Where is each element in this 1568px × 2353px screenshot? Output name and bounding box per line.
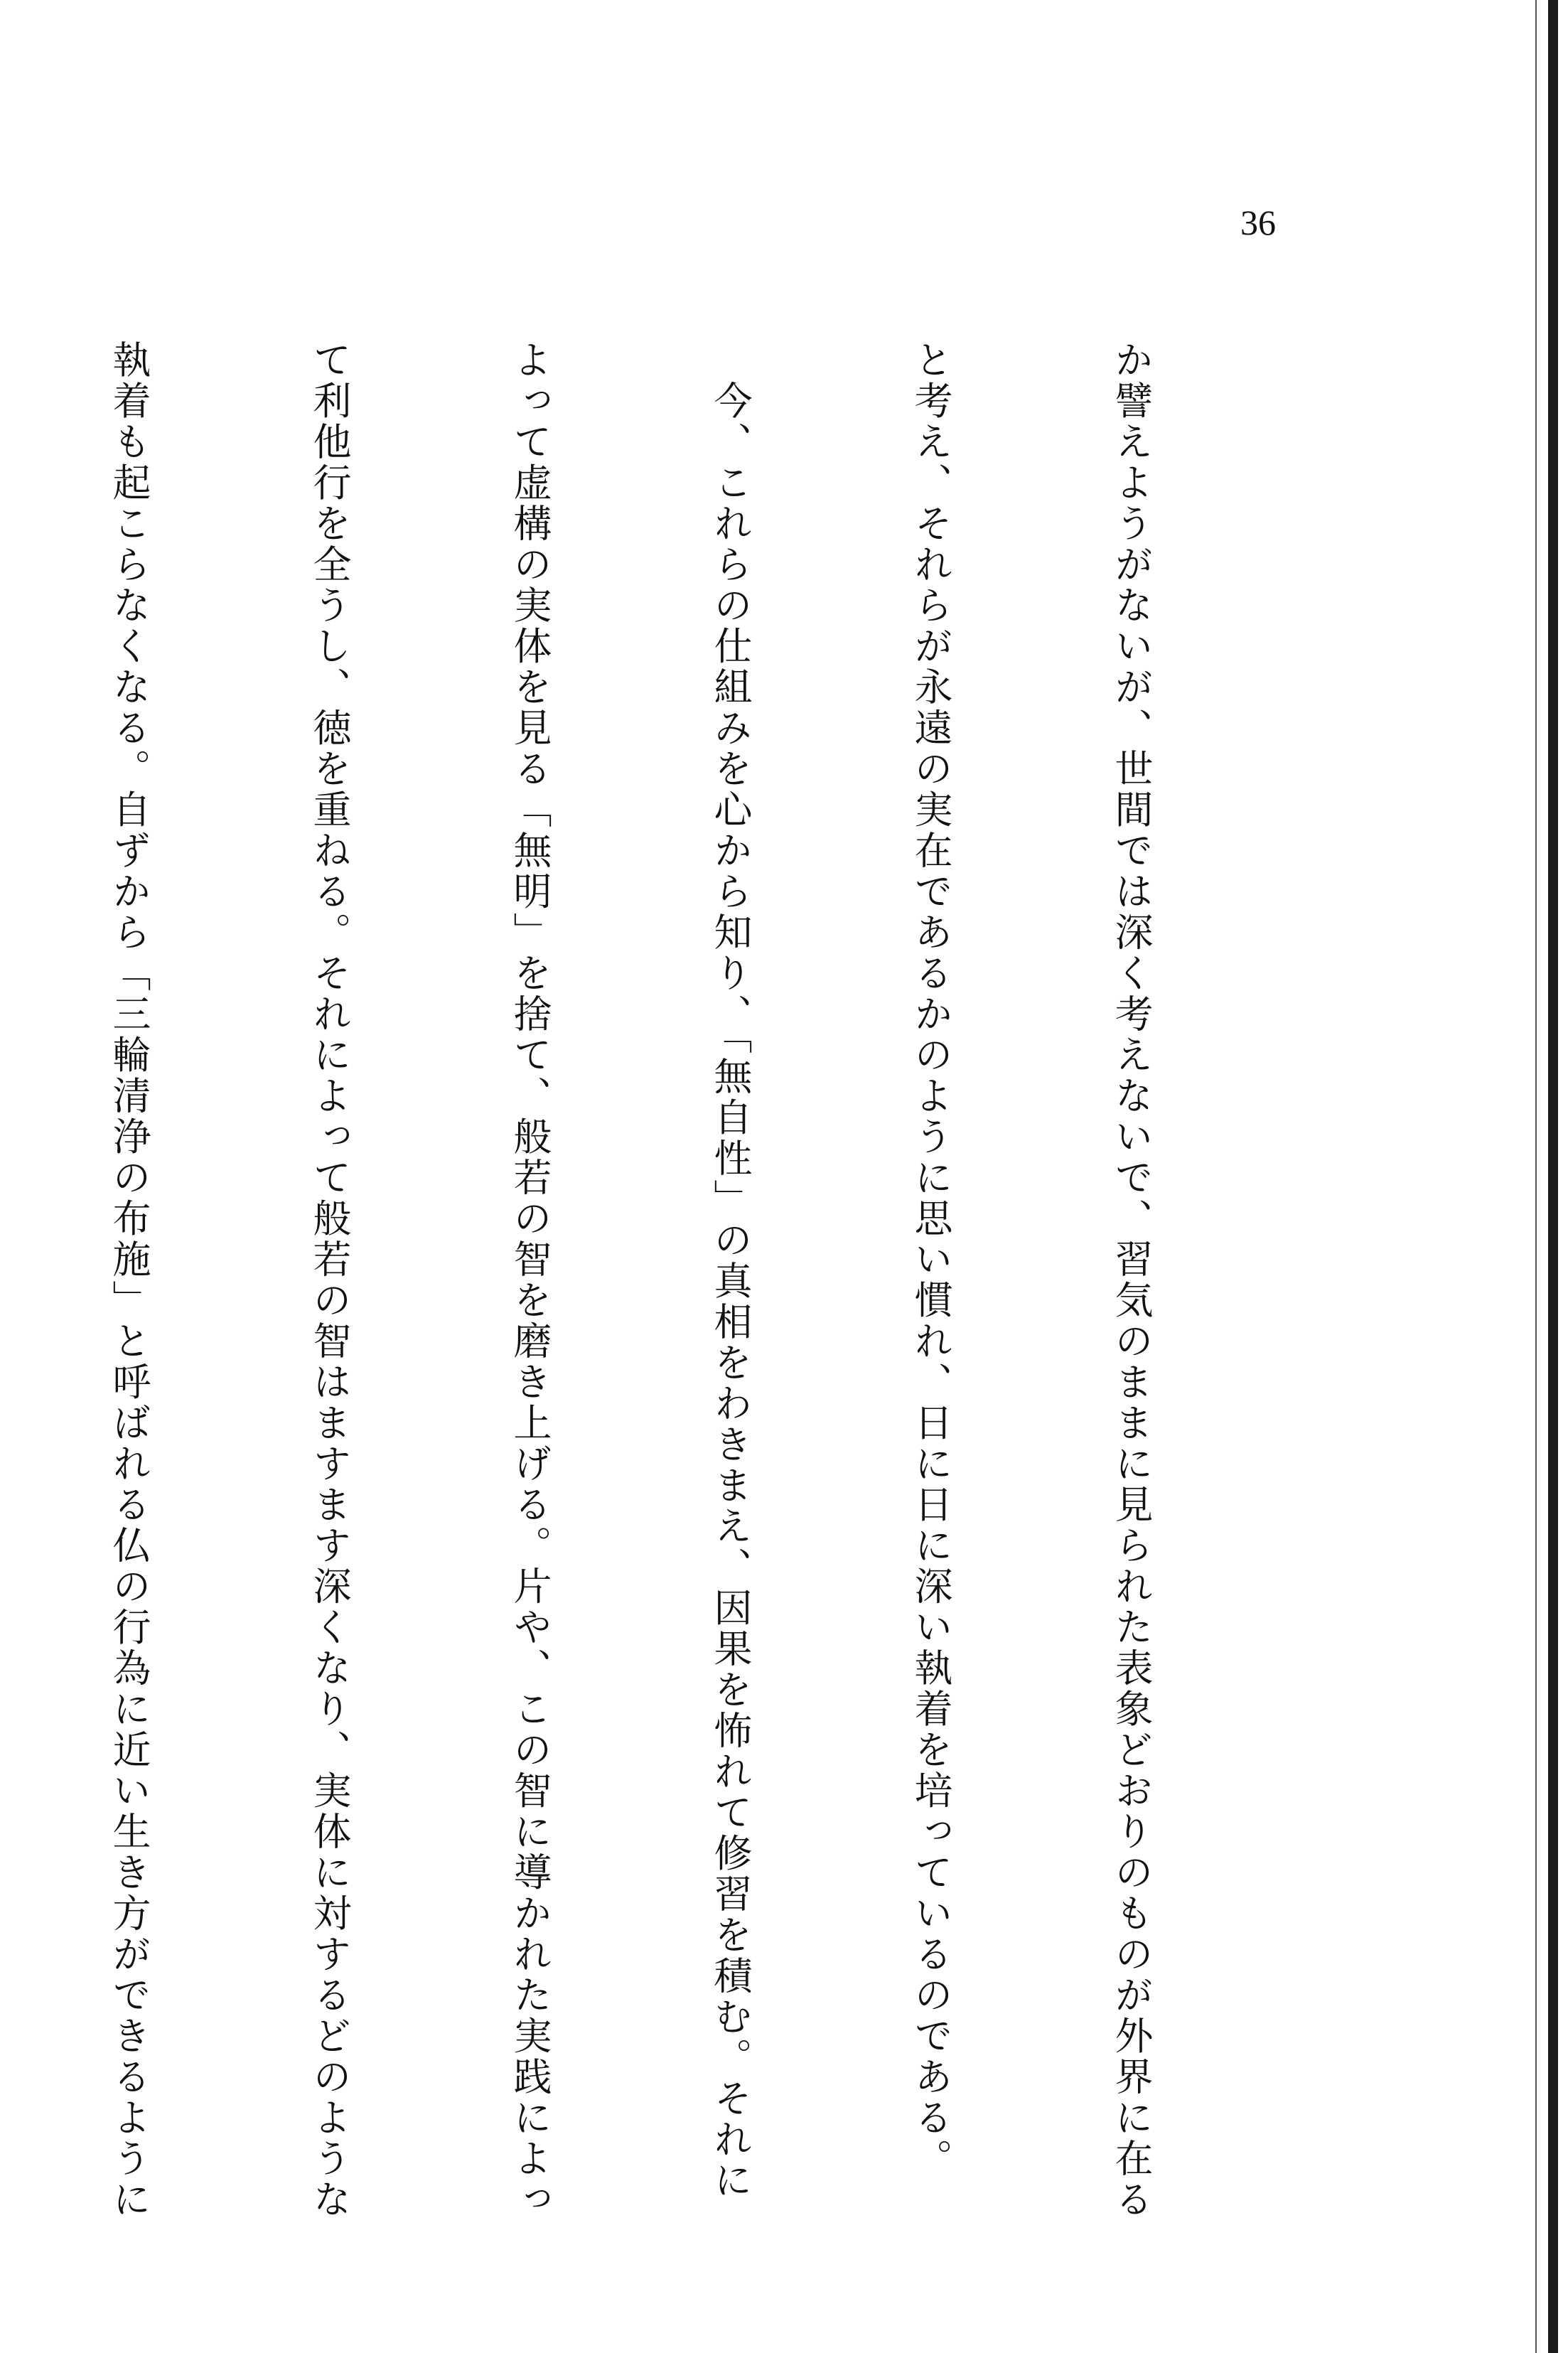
text-line: か譬えようがないが、世間では深く考えないで、習気のままに見られた表象どおりのものが外界に在る bbox=[1109, 340, 1154, 2220]
scan-edge-line bbox=[1535, 0, 1537, 2353]
text-line: よって虚構の実体を見る「無明」を捨て、般若の智を磨き上げる。片や、この智に導かれた実践によっ bbox=[508, 340, 552, 2220]
text-line: と考え、それらが永遠の実在であるかのように思い慣れ、日に日に深い執着を培っているのである。 bbox=[908, 340, 953, 2180]
text-line: 今、これらの仕組みを心から知り、「無自性」の真相をわきまえ、因果を怖れて修習を積む。それに bbox=[708, 340, 753, 2201]
text-line: 執着も起こらなくなる。自ずから「三輪清浄の布施」と呼ばれる仏の行為に近い生き方ができるように bbox=[107, 340, 151, 2220]
scan-edge-bar bbox=[1548, 0, 1558, 2353]
text-line: て利他行を全うし、徳を重ねる。それによって般若の智はますます深くなり、実体に対するどのような bbox=[307, 340, 352, 2220]
body-text bbox=[0, 340, 1298, 2302]
page-number: 36 bbox=[1240, 203, 1276, 242]
